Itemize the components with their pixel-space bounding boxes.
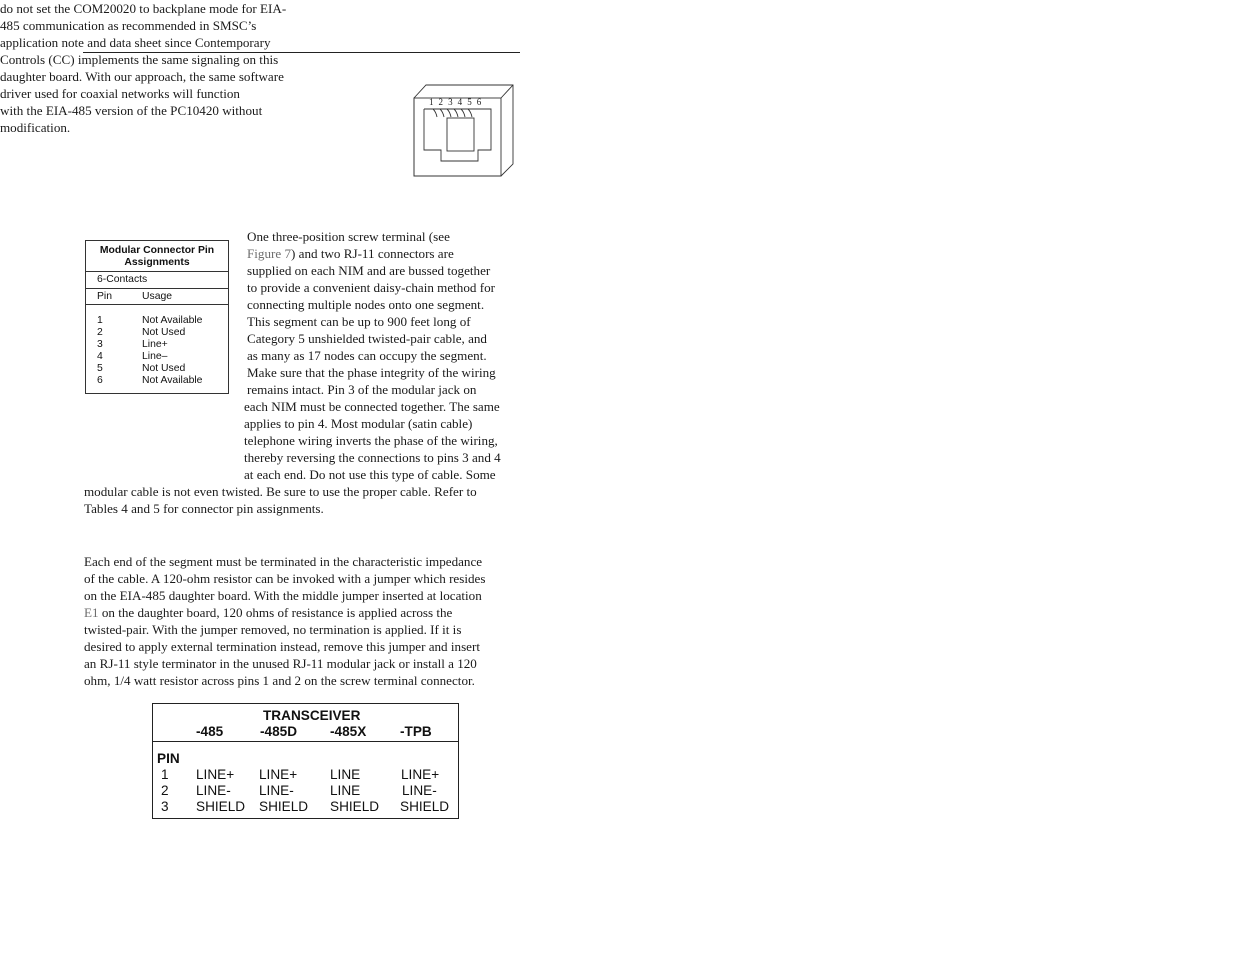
- text-line: application note and data sheet since Contemporary: [0, 35, 271, 50]
- table-cell-usage: Not Used: [142, 363, 186, 374]
- text-line: Tables 4 and 5 for connector pin assignments.: [84, 501, 324, 516]
- table-cell: LINE-: [196, 783, 231, 798]
- text-line: with the EIA-485 version of the PC10420 without: [0, 103, 263, 118]
- text-line: Make sure that the phase integrity of the wiring: [247, 365, 496, 380]
- table-cell: LINE+: [196, 767, 235, 782]
- text-line: Figure 7) and two RJ-11 connectors are: [247, 246, 454, 261]
- table-cell: SHIELD: [259, 799, 309, 814]
- column-header-usage: Usage: [142, 291, 173, 302]
- table-cell-pin: 6: [97, 375, 103, 386]
- table-title: Modular Connector Pin Assignments: [99, 245, 215, 268]
- e1-location-link[interactable]: E1: [84, 605, 99, 620]
- table-cell-pin: 5: [97, 363, 103, 374]
- table-cell: SHIELD: [400, 799, 450, 814]
- transceiver-pin-table: [152, 703, 459, 819]
- text-line: connecting multiple nodes onto one segment.: [247, 297, 485, 312]
- column-header: -485D: [260, 724, 298, 739]
- wiring-paragraph: [0, 228, 1235, 518]
- column-header: -485: [196, 724, 224, 739]
- text-line: of the cable. A 120-ohm resistor can be invoked with a jumper which resides: [84, 571, 486, 586]
- text-line: ohm, 1/4 watt resistor across pins 1 and 2 on the screw terminal connector.: [84, 673, 475, 688]
- table-cell-pin: 1: [97, 315, 103, 326]
- table-title: TRANSCEIVER: [263, 708, 361, 723]
- figure-7-link[interactable]: Figure 7: [247, 246, 292, 261]
- pin-number-labels: 1 2 3 4 5 6: [429, 97, 483, 107]
- contacts-label: 6-Contacts: [97, 274, 148, 285]
- table-cell-pin: 3: [161, 799, 169, 814]
- table-cell: SHIELD: [330, 799, 380, 814]
- text-line: on the EIA-485 daughter board. With the middle jumper inserted at location: [84, 588, 482, 603]
- table-cell: LINE: [330, 767, 361, 782]
- rj11-jack-icon: [413, 84, 514, 177]
- rj11-jack-illustration: [413, 84, 514, 177]
- text-line: do not set the COM20020 to backplane mode for EIA-: [0, 1, 287, 16]
- text-line: E1 on the daughter board, 120 ohms of resistance is applied across the: [84, 605, 453, 620]
- table-cell: SHIELD: [196, 799, 246, 814]
- text-line: modification.: [0, 120, 71, 135]
- table-divider: [153, 741, 458, 742]
- text-line: One three-position screw terminal (see: [247, 229, 450, 244]
- text-line: daughter board. With our approach, the same software: [0, 69, 284, 84]
- table-cell-usage: Not Available: [142, 375, 203, 386]
- table-cell-usage: Line–: [142, 351, 168, 362]
- text-line: supplied on each NIM and are bussed together: [247, 263, 491, 278]
- table-cell: LINE+: [401, 767, 440, 782]
- text-line: twisted-pair. With the jumper removed, no termination is applied. If it is: [84, 622, 462, 637]
- text-line: Controls (CC) implements the same signaling on this: [0, 52, 279, 67]
- column-header: -485X: [330, 724, 367, 739]
- table-cell-usage: Not Available: [142, 315, 203, 326]
- text-line: modular cable is not even twisted. Be sure to use the proper cable. Refer to: [84, 484, 477, 499]
- table-cell-usage: Line+: [142, 339, 168, 350]
- text-line: to provide a convenient daisy-chain method for: [247, 280, 495, 295]
- pin-header: PIN: [157, 751, 180, 766]
- table-cell: LINE: [330, 783, 361, 798]
- table-cell-pin: 2: [97, 327, 103, 338]
- text-line: remains intact. Pin 3 of the modular jack on: [247, 382, 477, 397]
- text-line: Category 5 unshielded twisted-pair cable, and: [247, 331, 487, 346]
- text-line: driver used for coaxial networks will function: [0, 86, 240, 101]
- table-cell: LINE-: [259, 783, 294, 798]
- column-header-pin: Pin: [97, 291, 113, 302]
- text-line: as many as 17 nodes can occupy the segment.: [247, 348, 487, 363]
- table-cell-pin: 1: [161, 767, 169, 782]
- table-cell: LINE-: [402, 783, 437, 798]
- table-cell-pin: 4: [97, 351, 103, 362]
- text-line: an RJ-11 style terminator in the unused RJ-11 modular jack or install a 120: [84, 656, 477, 671]
- text-line: Each end of the segment must be terminated in the characteristic impedance: [84, 554, 483, 569]
- table-cell-pin: 2: [161, 783, 169, 798]
- column-header: -TPB: [400, 724, 432, 739]
- text-line: 485 communication as recommended in SMSC’s: [0, 18, 257, 33]
- text-line: thereby reversing the connections to pins 3 and 4: [244, 450, 501, 465]
- text-line: at each end. Do not use this type of cable. Some: [244, 467, 496, 482]
- text-line: applies to pin 4. Most modular (satin cable): [244, 416, 473, 431]
- table-cell-usage: Not Used: [142, 327, 186, 338]
- text-line: desired to apply external termination instead, remove this jumper and insert: [84, 639, 480, 654]
- table-cell: LINE+: [259, 767, 298, 782]
- table-cell-pin: 3: [97, 339, 103, 350]
- text-line: This segment can be up to 900 feet long of: [247, 314, 471, 329]
- text-line: each NIM must be connected together. The same: [244, 399, 500, 414]
- text-line: telephone wiring inverts the phase of the wiring,: [244, 433, 498, 448]
